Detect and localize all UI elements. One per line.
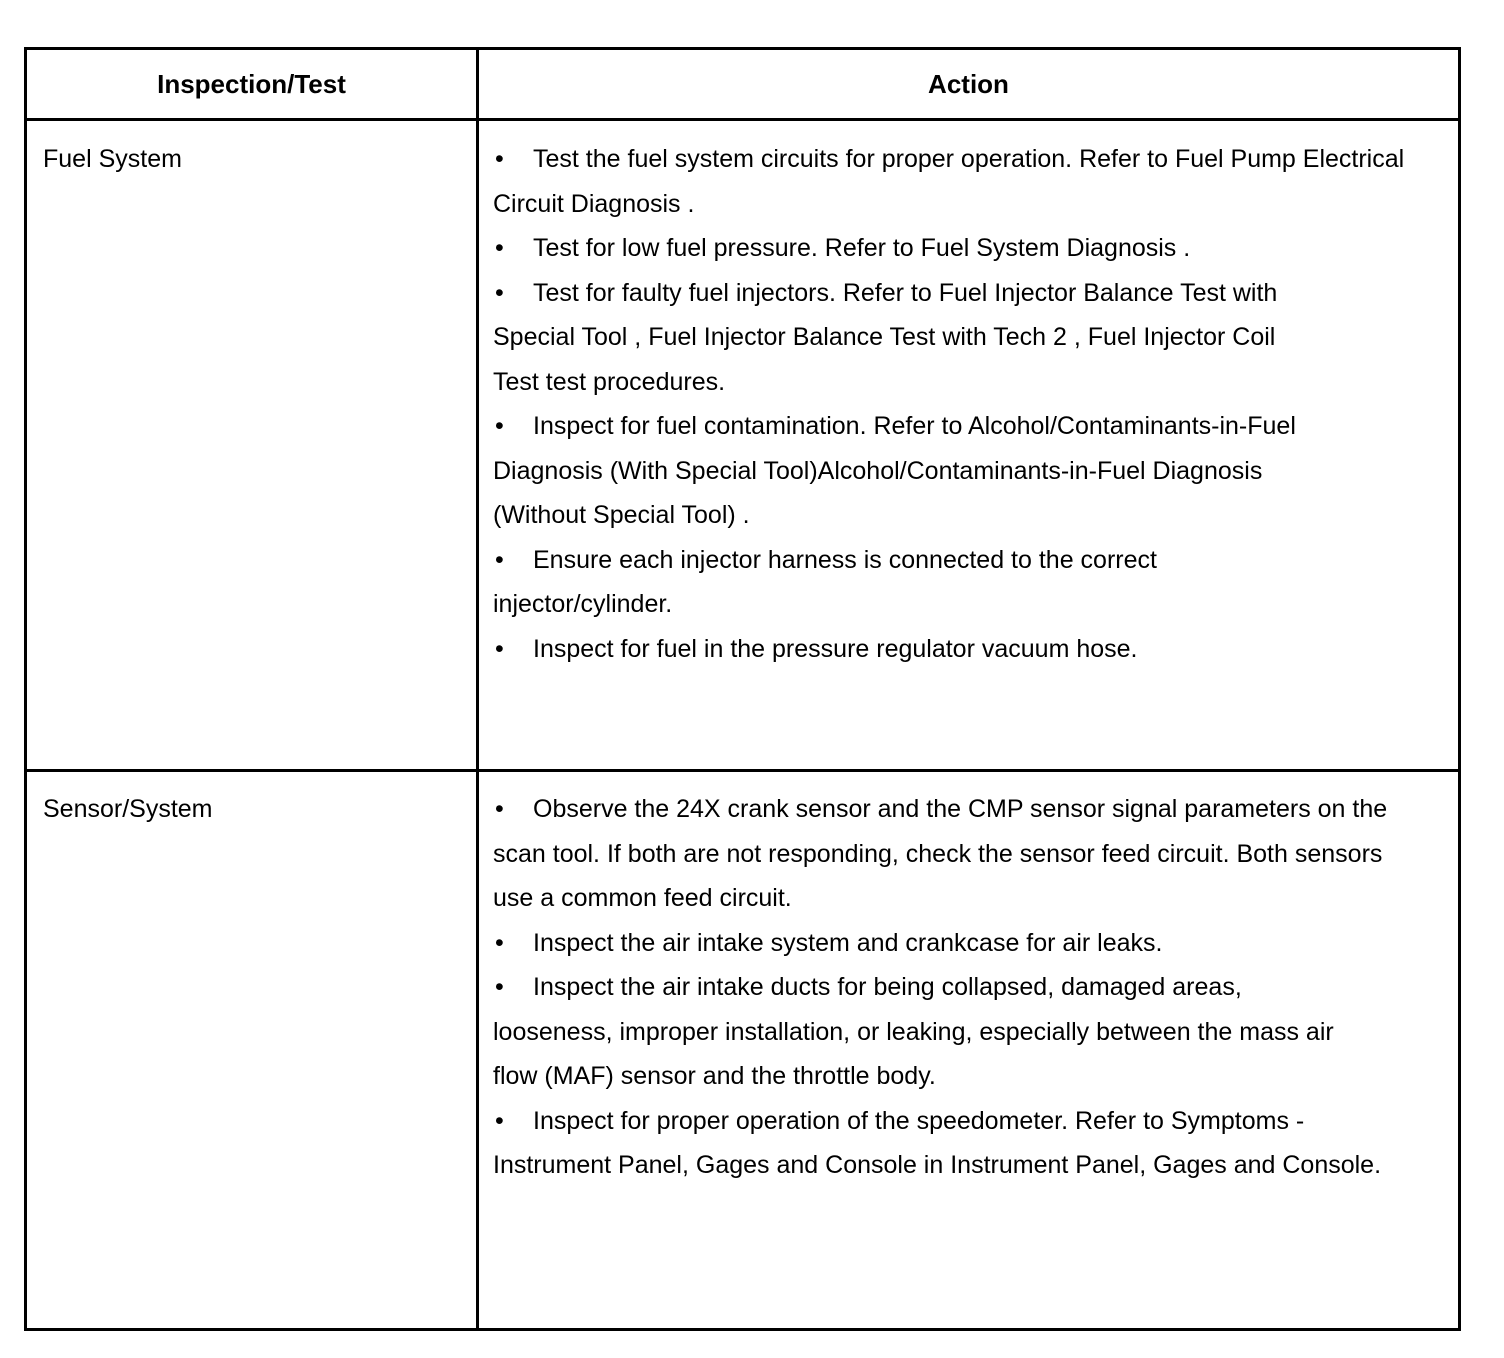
item-text: Ensure each injector harness is connected to the correct injector/cylinder. [493, 545, 1157, 618]
item-text: Test for low fuel pressure. Refer to Fuel System Diagnosis . [533, 234, 1191, 262]
row-label-sensor-system: Sensor/System [43, 795, 213, 823]
list-item [493, 226, 1423, 271]
list-item [493, 965, 1423, 1099]
action-list-fuel-system [493, 137, 1423, 671]
item-text: Inspect the air intake ducts for being collapsed, damaged areas, looseness, improper installation, or leaking, especially between the mass air flow (MAF) sensor and the throttle body. [493, 973, 1334, 1090]
bullet-icon: • [495, 928, 504, 957]
row-divider [27, 769, 1458, 772]
item-text: Observe the 24X crank sensor and the CMP sensor signal parameters on the scan tool. If both are not responding, check the sensor feed circuit. Both sensors use a common feed circuit. [493, 795, 1388, 912]
item-text: Inspect for proper operation of the speedometer. Refer to Symptoms - Instrument Panel, Gages and Console in Instrument Panel, Gages and Console. [493, 1106, 1382, 1179]
bullet-icon: • [495, 234, 504, 262]
item-text: Inspect for fuel contamination. Refer to Alcohol/Contaminants-in-Fuel Diagnosis (With Special Tool)Alcohol/Contaminants-in-Fuel Diagnosis (Without Special Tool) . [493, 412, 1296, 529]
item-text: Test the fuel system circuits for proper operation. Refer to Fuel Pump Electrical Circuit Diagnosis . [493, 145, 1405, 218]
bullet-icon: • [495, 412, 504, 440]
list-item [493, 787, 1423, 921]
bullet-icon: • [495, 795, 504, 823]
list-item [493, 137, 1423, 226]
list-item [493, 1099, 1423, 1188]
list-item [493, 271, 1423, 405]
bullet-icon: • [495, 278, 504, 307]
column-divider [476, 50, 479, 1328]
bullet-icon: • [495, 545, 504, 574]
header-divider [27, 118, 1458, 121]
header-inspection-test: Inspection/Test [157, 68, 346, 99]
list-item [493, 627, 1423, 672]
item-text: Inspect the air intake system and crankcase for air leaks. [533, 928, 1163, 957]
action-list-sensor-system [493, 787, 1423, 1188]
list-item [493, 921, 1423, 966]
inspection-table [24, 47, 1461, 1331]
header-action: Action [928, 68, 1009, 99]
bullet-icon: • [495, 145, 504, 173]
item-text: Test for faulty fuel injectors. Refer to Fuel Injector Balance Test with Special Tool , Fuel Injector Balance Test with Tech 2 , Fuel Injector Coil Test test procedures. [493, 278, 1278, 396]
item-text: Inspect for fuel in the pressure regulator vacuum hose. [533, 634, 1138, 663]
row-label-fuel-system: Fuel System [43, 145, 182, 173]
list-item [493, 538, 1423, 627]
bullet-icon: • [495, 634, 504, 663]
list-item [493, 404, 1423, 538]
bullet-icon: • [495, 1106, 504, 1135]
bullet-icon: • [495, 973, 504, 1001]
